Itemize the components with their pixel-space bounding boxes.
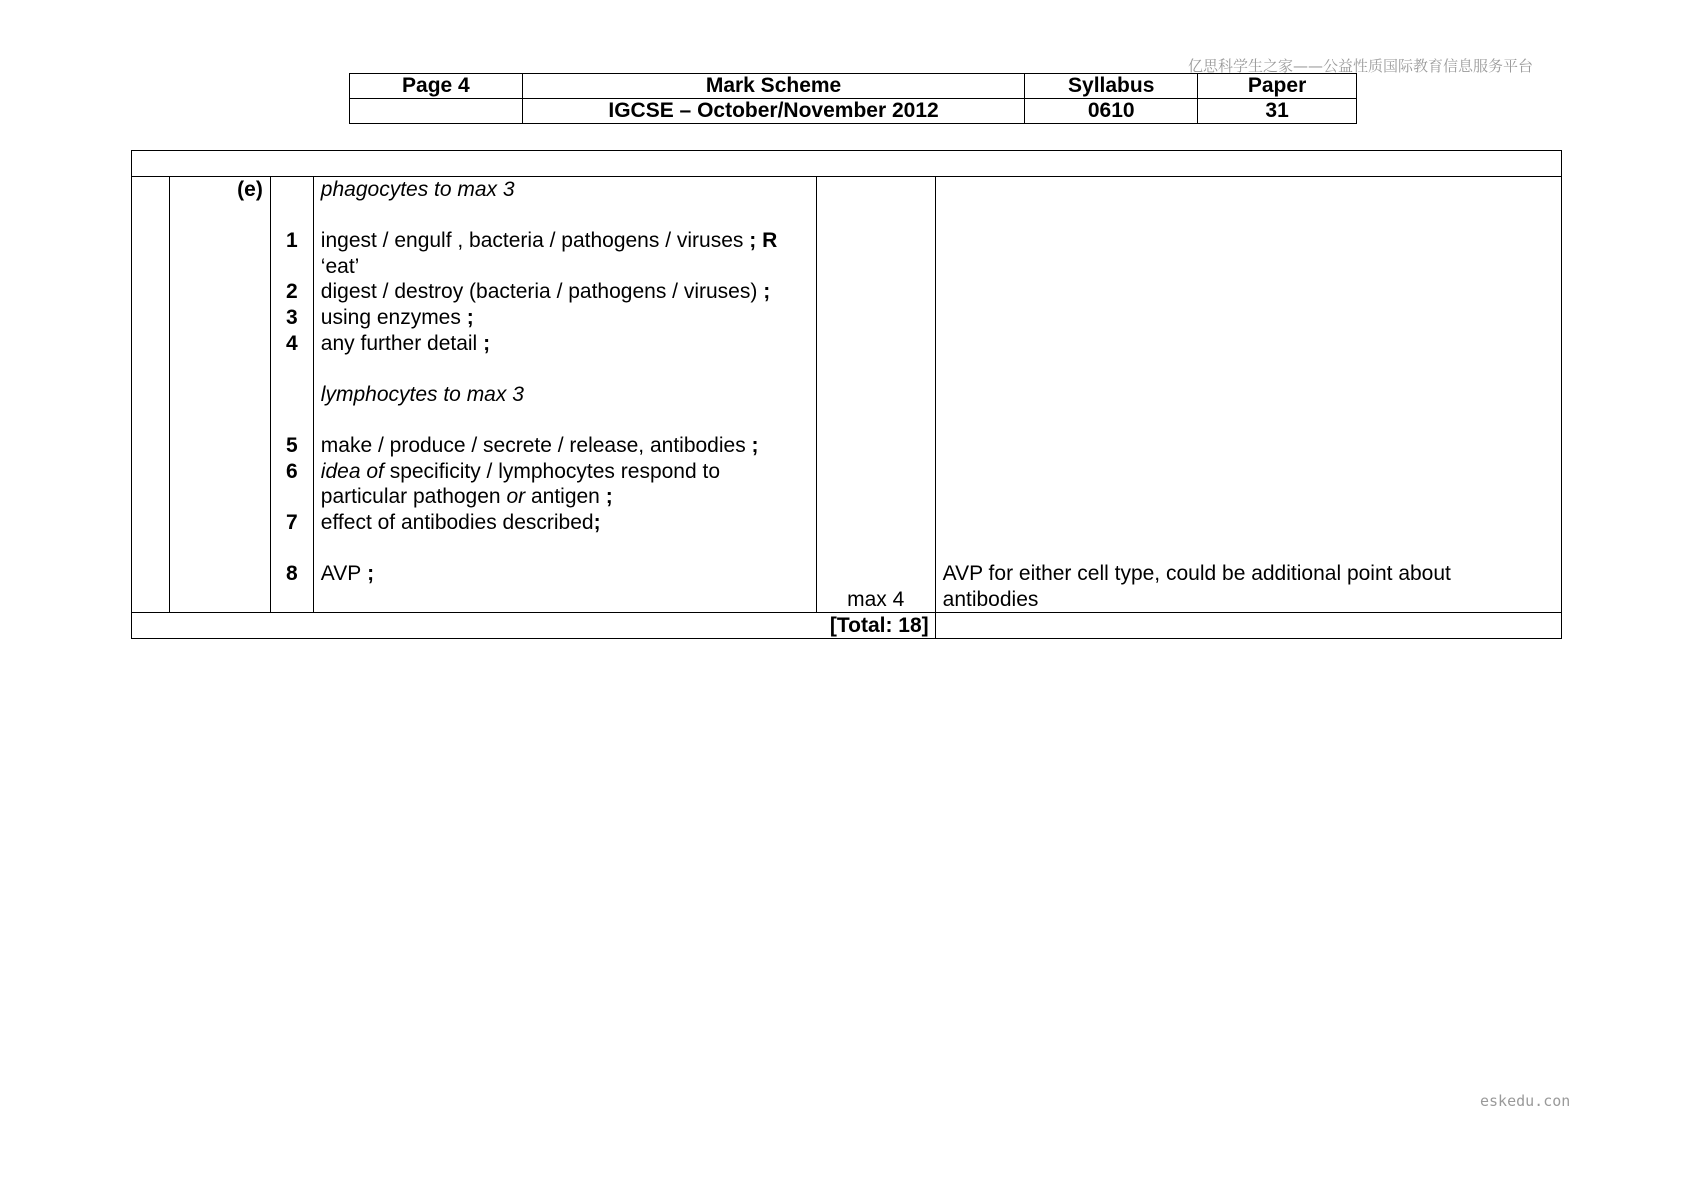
point-text-2: digest / destroy (bacteria / pathogens / viruses) ; bbox=[320, 280, 771, 304]
question-row bbox=[132, 177, 1562, 613]
guidance-line-1: AVP for either cell type, could be additional point about bbox=[942, 561, 1451, 585]
page-label: Page 4 bbox=[350, 74, 523, 99]
point-number: 7 bbox=[285, 510, 298, 534]
point-text-6: idea of specificity / lymphocytes respond to bbox=[320, 459, 721, 483]
watermark-bottom: eskedu.con bbox=[1480, 1092, 1571, 1110]
total-marks: [Total: 18] bbox=[132, 613, 936, 639]
point-number: 6 bbox=[285, 459, 298, 483]
point-number: 5 bbox=[285, 433, 298, 457]
question-number-cell bbox=[132, 177, 170, 613]
blank-cell bbox=[350, 99, 523, 124]
point-text-6-cont: particular pathogen or antigen ; bbox=[320, 485, 613, 509]
point-text-8: AVP ; bbox=[320, 561, 375, 585]
phagocytes-heading: phagocytes to max 3 bbox=[320, 178, 515, 201]
paper-number: 31 bbox=[1198, 99, 1357, 124]
watermark-top: 亿思科学生之家——公益性质国际教育信息服务平台 bbox=[1188, 57, 1534, 75]
point-text-5: make / produce / secrete / release, antibodies ; bbox=[320, 433, 759, 457]
blank-row bbox=[132, 151, 1562, 177]
marks-cell: max 4 bbox=[816, 177, 935, 613]
point-number: 2 bbox=[285, 280, 298, 304]
syllabus-label: Syllabus bbox=[1025, 74, 1198, 99]
point-number: 3 bbox=[285, 305, 298, 329]
guidance-cell bbox=[935, 177, 1561, 613]
answer-cell bbox=[313, 177, 816, 613]
sub-question-label: (e) bbox=[169, 177, 270, 613]
point-number: 1 bbox=[285, 229, 298, 253]
point-text-1: ingest / engulf , bacteria / pathogens / viruses ; R bbox=[320, 229, 778, 253]
point-numbers bbox=[270, 177, 313, 613]
point-number: 8 bbox=[285, 561, 298, 585]
total-row bbox=[132, 613, 1562, 639]
mark-scheme-table bbox=[131, 150, 1562, 639]
guidance-line-2: antibodies bbox=[942, 587, 1039, 611]
point-text-1-cont: ‘eat’ bbox=[320, 254, 360, 278]
point-text-4: any further detail ; bbox=[320, 331, 491, 355]
document-title: Mark Scheme bbox=[522, 74, 1024, 99]
point-text-7: effect of antibodies described; bbox=[320, 510, 601, 534]
exam-session: IGCSE – October/November 2012 bbox=[522, 99, 1024, 124]
point-number: 4 bbox=[285, 331, 298, 355]
paper-label: Paper bbox=[1198, 74, 1357, 99]
lymphocytes-heading: lymphocytes to max 3 bbox=[320, 382, 524, 406]
syllabus-code: 0610 bbox=[1025, 99, 1198, 124]
header-table bbox=[349, 73, 1357, 124]
point-text-3: using enzymes ; bbox=[320, 305, 474, 329]
total-blank-cell bbox=[935, 613, 1561, 639]
